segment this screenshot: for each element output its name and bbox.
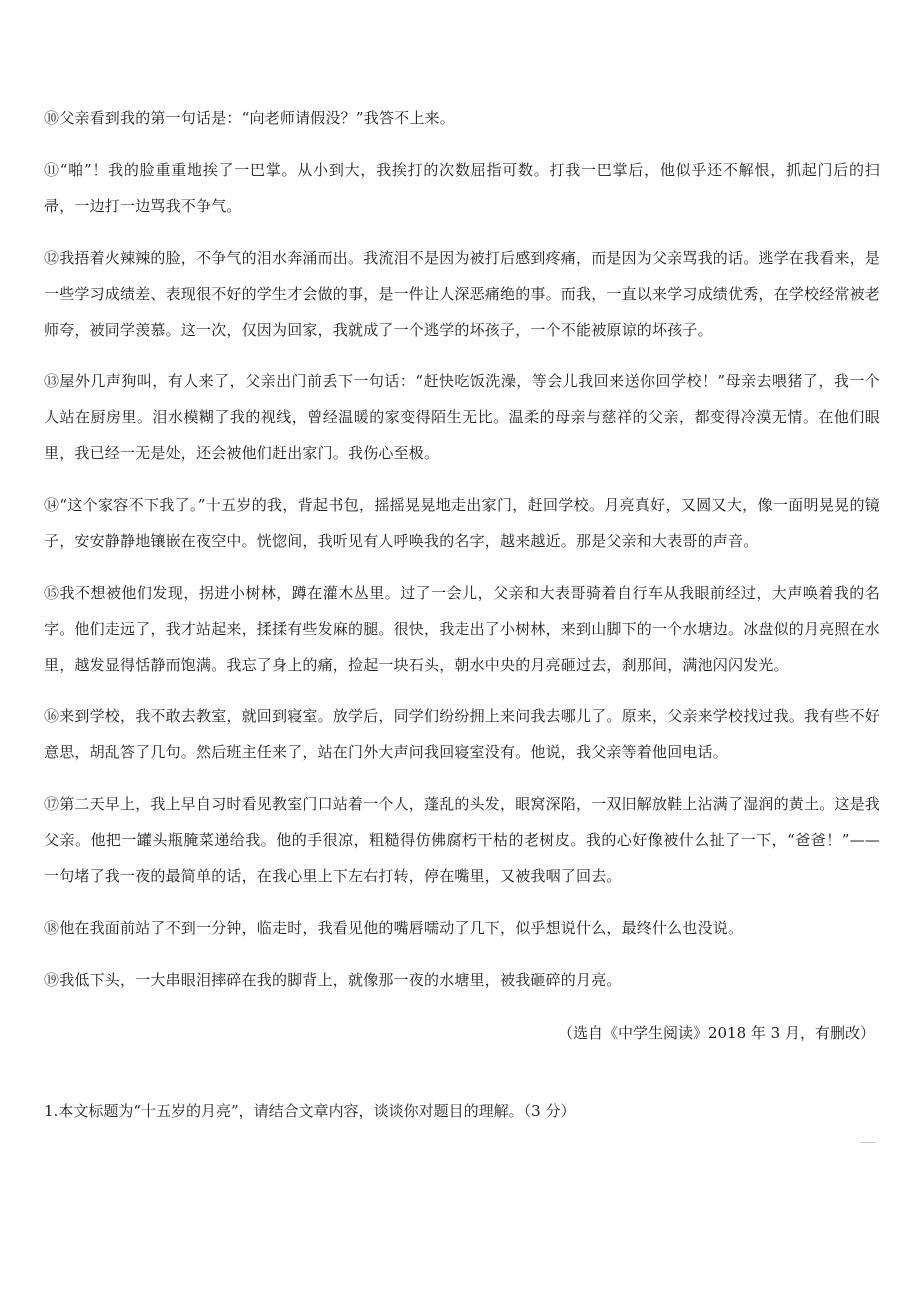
paragraph-15: ⑮我不想被他们发现，拐进小树林，蹲在灌木丛里。过了一会儿，父亲和大表哥骑着自行车从我眼前经过，大声唤着我的名字。他们走远了，我才站起来，揉揉有些发麻的腿。很快，我走出了小树林，来到山脚下的一个水塘边。冰盘似的月亮照在水里，越发显得恬静而饱满。我忘了身上的痛，捡起一块石头，朝水中央的月亮砸过去，刹那间，满池闪闪发光。 [44,584,881,674]
source-citation: （选自《中学生阅读》2018 年 3 月，有删改） [557,1024,875,1042]
paragraph-14: ⑭“这个家容不下我了。”十五岁的我，背起书包，摇摇晃晃地走出家门，赶回学校。月亮真好，又圆又大，像一面明晃晃的镜子，安安静静地镶嵌在夜空中。恍惚间，我听见有人呼唤我的名字，越来越近。那是父亲和大表哥的声音。 [44,496,880,550]
paragraph-18: ⑱他在我面前站了不到一分钟，临走时，我看见他的嘴唇嚅动了几下，似乎想说什么，最终什么也没说。 [44,919,744,937]
paragraph-19: ⑲我低下头，一大串眼泪摔碎在我的脚背上，就像那一夜的水塘里，被我砸碎的月亮。 [44,971,622,989]
paragraph-17: ⑰第二天早上，我上早自习时看见教室门口站着一个人，蓬乱的头发，眼窝深陷，一双旧解放鞋上沾满了湿润的黄土。这是我父亲。他把一罐头瓶腌菜递给我。他的手很凉，粗糙得仿佛腐朽干枯的老树皮。我的心好像被什么扯了一下，“爸爸！”——一句堵了我一夜的最简单的话，在我心里上下左右打转，停在嘴里，又被我咽了回去。 [44,795,881,885]
paragraph-10: ⑩父亲看到我的第一句话是：“向老师请假没？”我答不上来。 [44,109,455,127]
question-1 [44,1093,575,1129]
question-number: 1. [44,1102,59,1120]
question-text: 本文标题为“十五岁的月亮”，请结合文章内容，谈谈你对题目的理解。（3 分） [58,1102,576,1120]
paragraph-13: ⑬屋外几声狗叫，有人来了，父亲出门前丢下一句话：“赶快吃饭洗澡，等会儿我回来送你回学校！”母亲去喂猪了，我一个人站在厨房里。泪水模糊了我的视线，曾经温暖的家变得陌生无比。温柔的母亲与慈祥的父亲，都变得冷漠无情。在他们眼里，我已经一无是处，还会被他们赶出家门。我伤心至极。 [44,372,880,462]
paragraph-16: ⑯来到学校，我不敢去教室，就回到寝室。放学后，同学们纷纷拥上来问我去哪儿了。原来，父亲来学校找过我。我有些不好意思，胡乱答了几句。然后班主任来了，站在门外大声问我回寝室没有。他说，我父亲等着他回电话。 [44,707,881,761]
paragraph-11: ⑪“啪”！我的脸重重地挨了一巴掌。从小到大，我挨打的次数屈指可数。打我一巴掌后，他似乎还不解恨，抓起门后的扫帚，一边打一边骂我不争气。 [44,161,880,215]
paragraph-12: ⑫我捂着火辣辣的脸，不争气的泪水奔涌而出。我流泪不是因为被打后感到疼痛，而是因为父亲骂我的话。逃学在我看来，是一些学习成绩差、表现很不好的学生才会做的事，是一件让人深恶痛绝的事。而我，一直以来学习成绩优秀，在学校经常被老师夸，被同学羡慕。这一次，仅因为回家，我就成了一个逃学的坏孩子，一个不能被原谅的坏孩子。 [44,249,881,339]
page-corner-mark [860,1142,876,1143]
